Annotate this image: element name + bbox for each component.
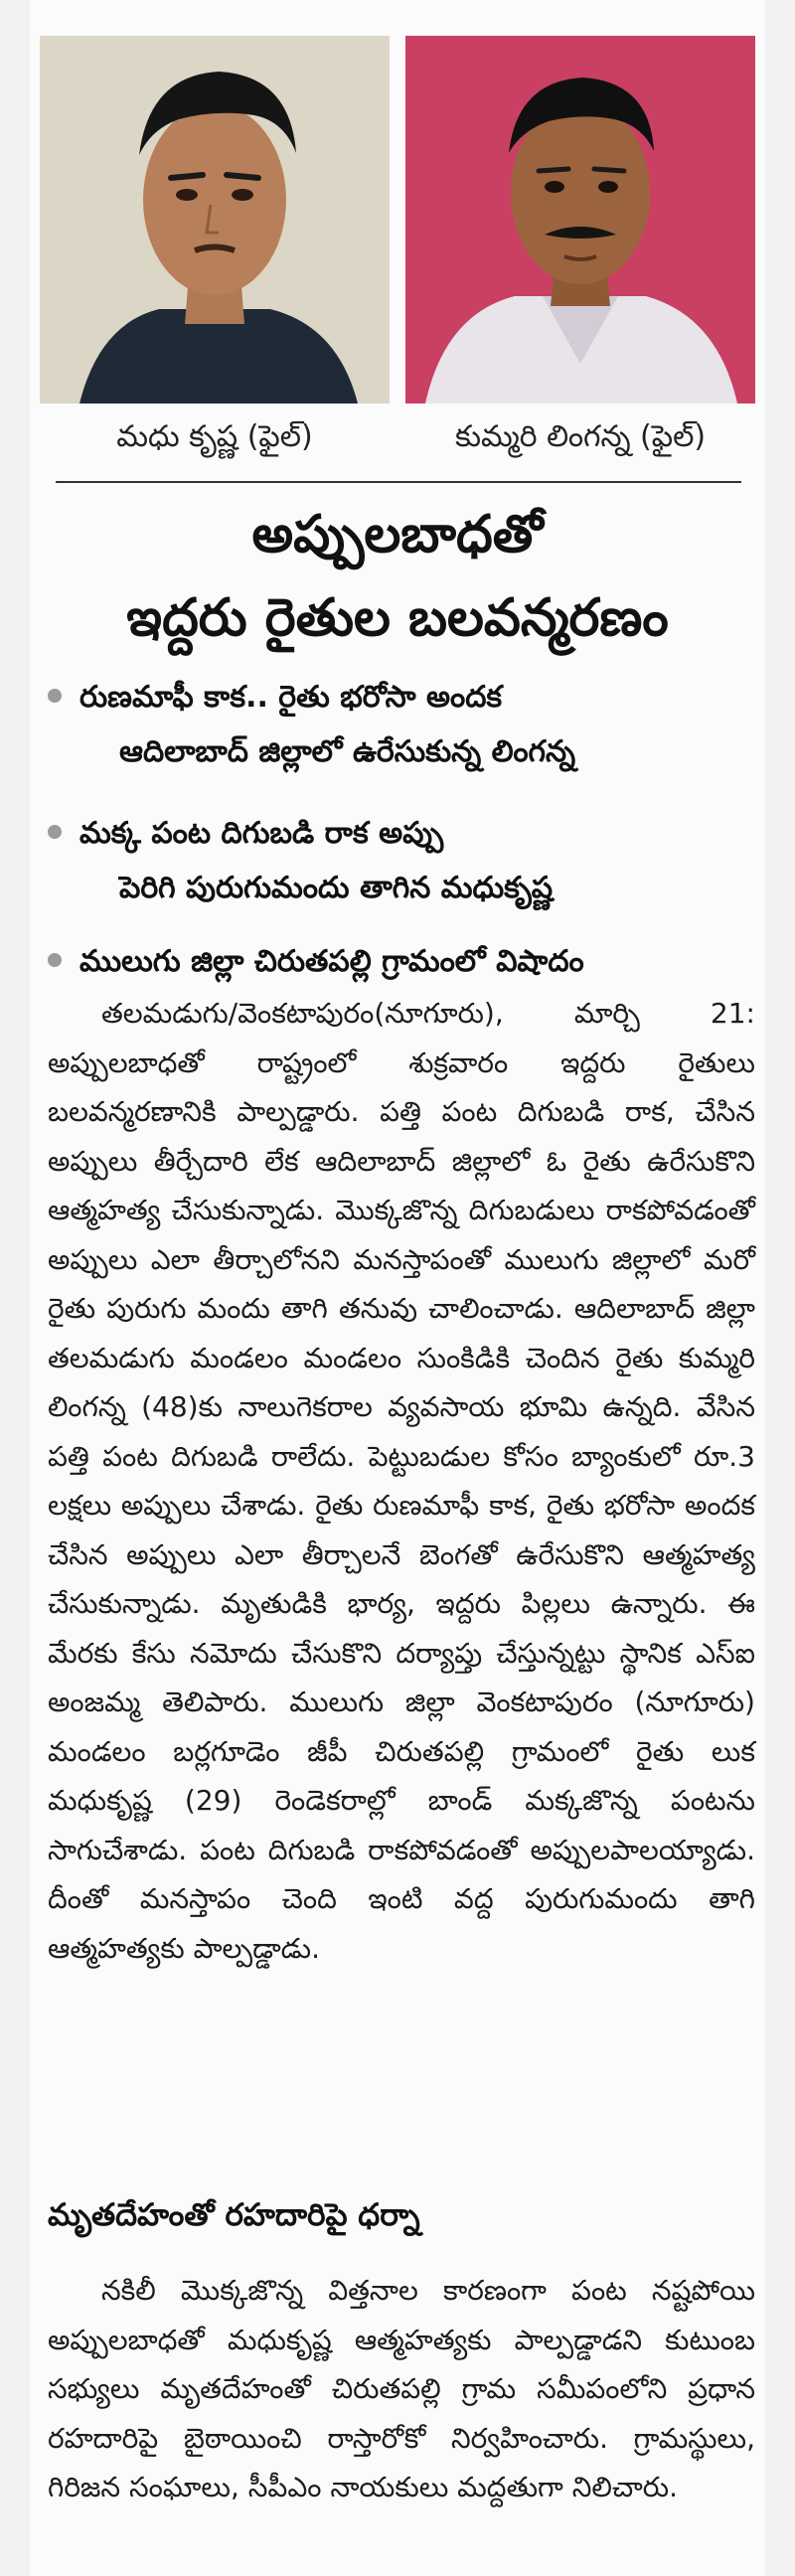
portrait-mustache-man bbox=[405, 36, 755, 403]
divider-line bbox=[56, 481, 741, 483]
caption-kummari-linganna: కుమ్మరి లింగన్న (ఫైల్) bbox=[454, 419, 707, 454]
article-body-2 bbox=[48, 2266, 755, 2512]
caption-madhu-krishna: మధు కృష్ణ (ఫైల్) bbox=[116, 419, 313, 454]
headline-line-1: అప్పులబాధతో bbox=[251, 505, 544, 564]
bullet-dot-icon bbox=[48, 825, 62, 839]
article-paragraph-2: నకిలీ మొక్కజొన్న విత్తనాల కారణంగా పంట నష్టపోయి అప్పులబాధతో మధుకృష్ణ ఆత్మహత్యకు పాల్పడ్డాడని కుటుంబ సభ్యులు మృతదేహంతో చిరుతపల్లి గ్రామ సమీపంలోని ప్రధాన రహదారిపై బైఠాయించి రాస్తారోకో నిర్వహించారు. గ్రామస్థులు, గిరిజన సంఘాలు, సీపీఎం నాయకులు మద్దతుగా నిలిచారు. bbox=[48, 2274, 755, 2503]
bullet-2-line-1: మక్క పంట దిగుబడి రాక అప్పు bbox=[48, 808, 755, 860]
article-subheading: మృతదేహంతో రహదారిపై ధర్నా bbox=[48, 2197, 420, 2233]
headline-line-2: ఇద్దరు రైతుల బలవన్మరణం bbox=[126, 588, 669, 648]
bullet-1-line-2: ఆదిలాబాద్ జిల్లాలో ఉరేసుకున్న లింగన్న bbox=[119, 734, 576, 769]
bullet-dot-icon bbox=[48, 689, 62, 703]
photo-madhu-krishna bbox=[40, 36, 390, 403]
article-paragraph-1: తలమడుగు/వెంకటాపురం(నూగూరు), మార్చి 21: అప్పులబాధతో రాష్ట్రంలో శుక్రవారం ఇద్దరు రైతులు బలవన్మరణానికి పాల్పడ్డారు. పత్తి పంట దిగుబడి రాక, చేసిన అప్పులు తీర్చేదారి లేక ఆదిలాబాద్ జిల్లాలో ఓ రైతు ఉరేసుకొని ఆత్మహత్య చేసుకున్నాడు. మొక్కజొన్న దిగుబడులు రాకపోవడంతో అప్పులు ఎలా తీర్చాలోనని మనస్తాపంతో ములుగు జిల్లాలో మరో రైతు పురుగు మందు తాగి తనువు చాలించాడు. ఆదిలాబాద్ జిల్లా తలమడుగు మండలం మండలం సుంకిడికి చెందిన రైతు కుమ్మరి లింగన్న (48)కు నాలుగెకరాల వ్యవసాయ భూమి ఉన్నది. వేసిన పత్తి పంట దిగుబడి రాలేదు. పెట్టుబడుల కోసం బ్యాంకులో రూ.3 లక్షలు అప్పులు చేశాడు. రైతు రుణమాఫీ కాక, రైతు భరోసా అందక చేసిన అప్పులు ఎలా తీర్చాలనే బెంగతో ఉరేసుకొని ఆత్మహత్య చేసుకున్నాడు. మృతుడికి భార్య, ఇద్దరు పిల్లలు ఉన్నారు. ఈ మేరకు కేసు నమోదు చేసుకొని దర్యాప్తు చేస్తున్నట్టు స్థానిక ఎస్ఐ అంజమ్మ తెలిపారు. ములుగు జిల్లా వెంకటాపురం (నూగూరు) మండలం బర్లగూడెం జీపీ చిరుతపల్లి గ్రామంలో రైతు లుక మధుకృష్ణ (29) రెండెకరాల్లో బాండ్ మక్కజొన్న పంటను సాగుచేశాడు. పంట దిగుబడి రాకపోవడంతో అప్పులపాలయ్యాడు. దీంతో మనస్తాపం చెంది ఇంటి వద్ద పురుగుమందు తాగి ఆత్మహత్యకు పాల్పడ్డాడు. bbox=[48, 997, 755, 1965]
newspaper-clipping bbox=[30, 0, 765, 2576]
bullet-1-line-1: రుణమాఫీ కాక.. రైతు భరోసా అందక bbox=[48, 672, 755, 724]
bullet-2-line-2: పెరిగి పురుగుమందు తాగిన మధుకృష్ణ bbox=[119, 871, 554, 905]
photo-row bbox=[40, 36, 755, 403]
photo-captions bbox=[40, 405, 755, 467]
bullet-dot-icon bbox=[48, 953, 62, 967]
photo-kummari-linganna bbox=[405, 36, 755, 403]
bullet-3-line-1: ములుగు జిల్లా చిరుతపల్లి గ్రామంలో విషాదం bbox=[48, 936, 755, 988]
article-body bbox=[48, 989, 755, 1973]
portrait-young-man bbox=[40, 36, 390, 403]
